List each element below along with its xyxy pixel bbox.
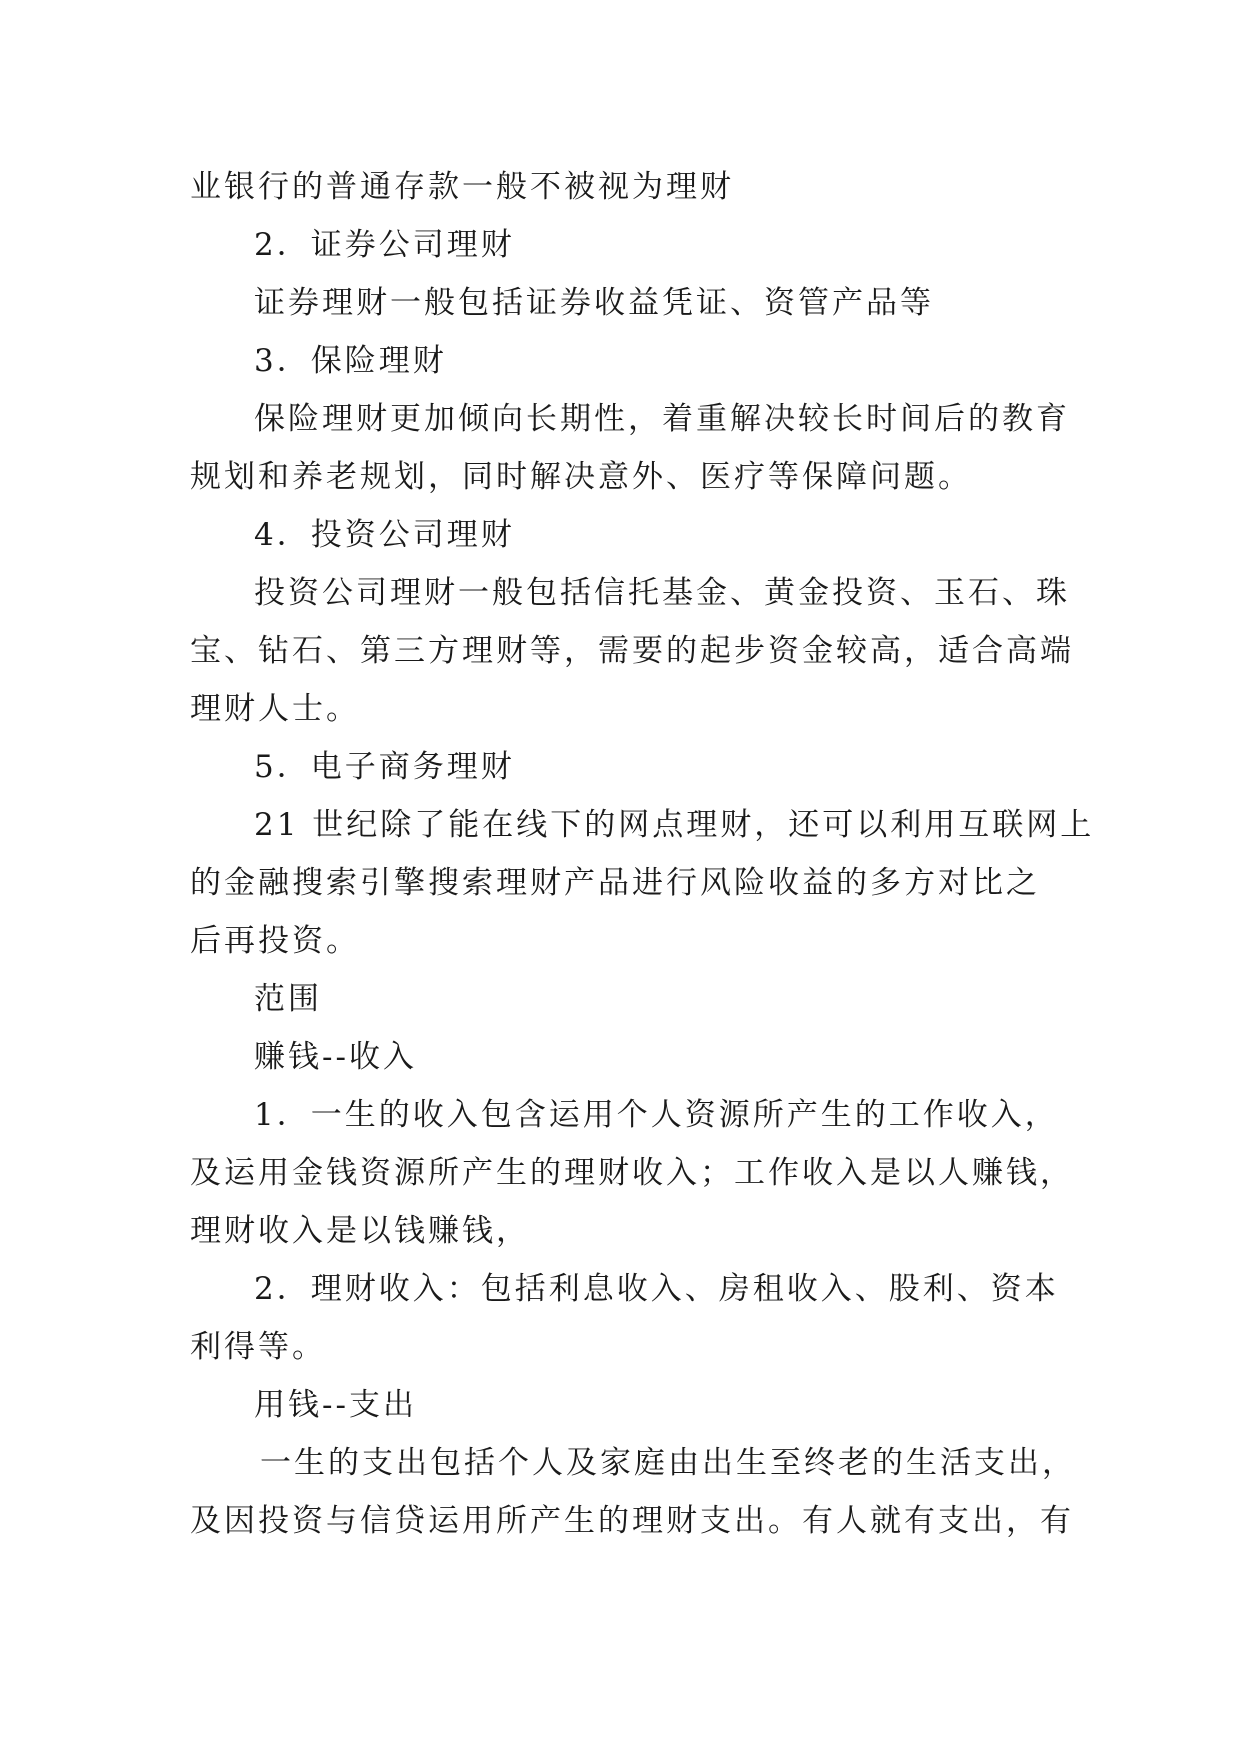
paragraph-line: 2．理财收入：包括利息收入、房租收入、股利、资本	[254, 1271, 1059, 1307]
paragraph-line: 及因投资与信贷运用所产生的理财支出。有人就有支出，有	[190, 1503, 1074, 1539]
paragraph-line: 21 世纪除了能在线下的网点理财，还可以利用互联网上	[254, 807, 1095, 843]
paragraph-line: 投资公司理财一般包括信托基金、黄金投资、玉石、珠	[254, 575, 1070, 611]
paragraph-line: 的金融搜索引擎搜索理财产品进行风险收益的多方对比之	[190, 865, 1040, 901]
paragraph-line: 证券理财一般包括证券收益凭证、资管产品等	[254, 285, 934, 321]
paragraph-line: 规划和养老规划，同时解决意外、医疗等保障问题。	[190, 459, 972, 495]
paragraph-line: 宝、钻石、第三方理财等，需要的起步资金较高，适合高端	[190, 633, 1074, 669]
paragraph-line: 业银行的普通存款一般不被视为理财	[190, 169, 734, 205]
section-heading-income: 赚钱--收入	[254, 1039, 417, 1075]
paragraph-line: 理财人士。	[190, 691, 360, 727]
paragraph-line: 一生的支出包括个人及家庭由出生至终老的生活支出，	[260, 1445, 1076, 1481]
section-heading-investment: 4．投资公司理财	[254, 517, 515, 553]
paragraph-line: 保险理财更加倾向长期性，着重解决较长时间后的教育	[254, 401, 1070, 437]
section-heading-expense: 用钱--支出	[254, 1387, 417, 1423]
paragraph-line: 利得等。	[190, 1329, 326, 1365]
document-body	[190, 158, 1095, 1550]
paragraph-line: 后再投资。	[190, 923, 360, 959]
section-heading-scope: 范围	[254, 981, 322, 1017]
section-heading-insurance: 3．保险理财	[254, 343, 447, 379]
paragraph-line: 理财收入是以钱赚钱，	[190, 1213, 530, 1249]
paragraph-line: 1．一生的收入包含运用个人资源所产生的工作收入，	[254, 1097, 1059, 1133]
paragraph-line: 及运用金钱资源所产生的理财收入；工作收入是以人赚钱，	[190, 1155, 1074, 1191]
section-heading-securities: 2．证券公司理财	[254, 227, 515, 263]
section-heading-ecommerce: 5．电子商务理财	[254, 749, 515, 785]
